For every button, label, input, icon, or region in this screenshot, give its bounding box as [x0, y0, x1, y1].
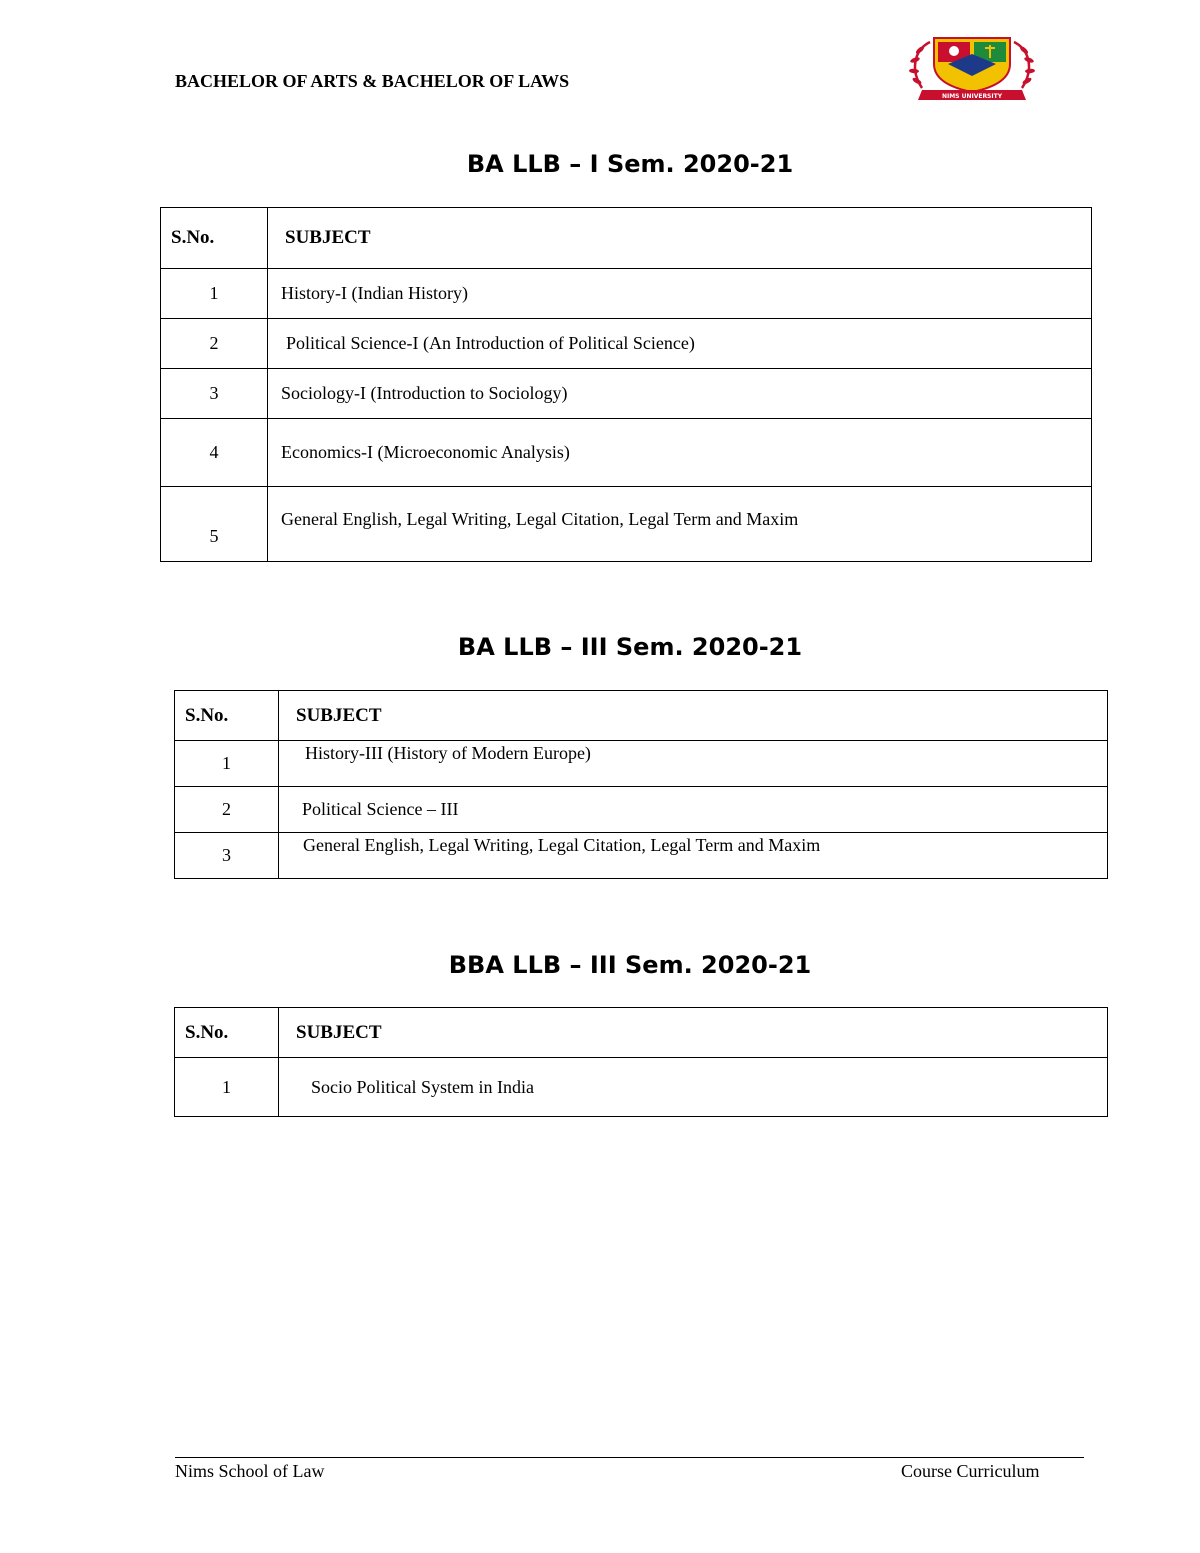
table-row [161, 419, 1092, 487]
subject-name: General English, Legal Writing, Legal Citation, Legal Term and Maxim [268, 487, 1092, 562]
serial-number: 2 [161, 319, 268, 369]
serial-number: 5 [161, 487, 268, 562]
document-header-title: BACHELOR OF ARTS & BACHELOR OF LAWS [175, 71, 570, 91]
table-row [161, 369, 1092, 419]
column-header-sno: S.No. [175, 691, 279, 741]
column-header-subject: SUBJECT [279, 1008, 1108, 1058]
section-heading: BBA LLB – III Sem. 2020-21 [448, 951, 812, 979]
table-row [161, 319, 1092, 369]
section-heading: BA LLB – I Sem. 2020-21 [466, 150, 794, 178]
subject-name: General English, Legal Writing, Legal Citation, Legal Term and Maxim [279, 833, 1108, 879]
serial-number: 3 [161, 369, 268, 419]
footer-school-name: Nims School of Law [175, 1461, 325, 1481]
serial-number: 1 [175, 741, 279, 787]
footer-document-type: Course Curriculum [901, 1461, 1040, 1481]
subject-name: Economics-I (Microeconomic Analysis) [268, 419, 1092, 487]
subject-name: Socio Political System in India [279, 1058, 1108, 1117]
serial-number: 4 [161, 419, 268, 487]
table-row [175, 787, 1108, 833]
subject-table [160, 207, 1092, 562]
table-row [161, 269, 1092, 319]
subject-name: History-III (History of Modern Europe) [279, 741, 1108, 787]
table-row [175, 1058, 1108, 1117]
subject-table [174, 1007, 1108, 1117]
subject-name: Political Science – III [279, 787, 1108, 833]
footer-divider [175, 1457, 1084, 1458]
column-header-sno: S.No. [175, 1008, 279, 1058]
serial-number: 2 [175, 787, 279, 833]
section-heading: BA LLB – III Sem. 2020-21 [457, 633, 803, 661]
subject-name: Sociology-I (Introduction to Sociology) [268, 369, 1092, 419]
subject-name: History-I (Indian History) [268, 269, 1092, 319]
table-header-row [175, 691, 1108, 741]
subject-name: Political Science-I (An Introduction of Political Science) [268, 319, 1092, 369]
serial-number: 1 [175, 1058, 279, 1117]
table-row [161, 487, 1092, 562]
column-header-subject: SUBJECT [279, 691, 1108, 741]
table-row [175, 741, 1108, 787]
logo-ribbon-text: NIMS UNIVERSITY [941, 93, 1003, 100]
column-header-sno: S.No. [161, 208, 268, 269]
serial-number: 1 [161, 269, 268, 319]
table-header-row [175, 1008, 1108, 1058]
table-header-row [161, 208, 1092, 269]
serial-number: 3 [175, 833, 279, 879]
university-logo [908, 34, 1036, 102]
column-header-subject: SUBJECT [268, 208, 1092, 269]
subject-table [174, 690, 1108, 879]
table-row [175, 833, 1108, 879]
